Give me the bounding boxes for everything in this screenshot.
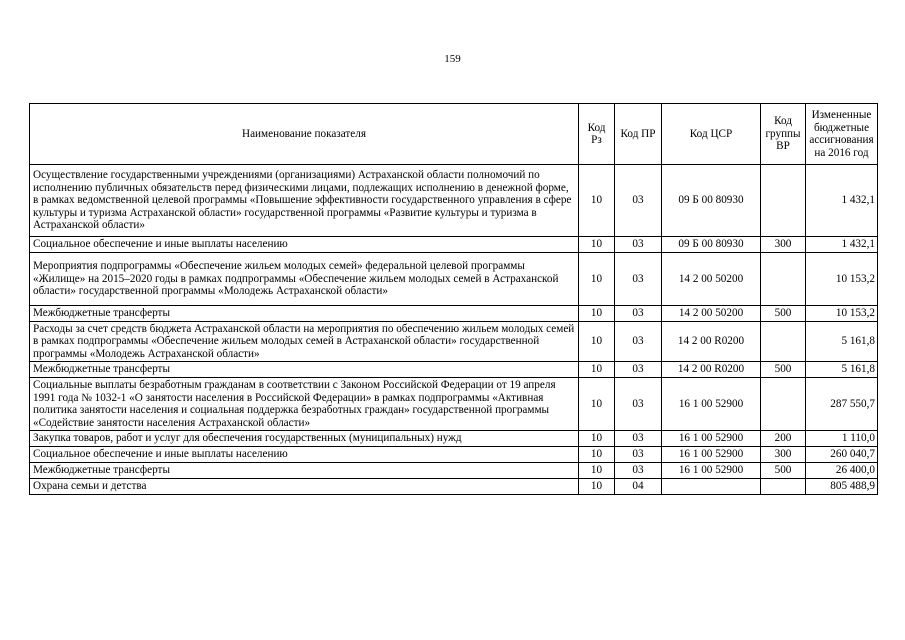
row-amount: 26 400,0 bbox=[806, 463, 878, 479]
row-rz: 10 bbox=[579, 431, 615, 447]
table-row bbox=[30, 253, 878, 306]
row-rz: 10 bbox=[579, 306, 615, 322]
row-vr: 500 bbox=[761, 463, 806, 479]
row-vr bbox=[761, 253, 806, 306]
row-csr: 14 2 00 50200 bbox=[662, 253, 761, 306]
row-amount: 5 161,8 bbox=[806, 322, 878, 362]
table-row bbox=[30, 165, 878, 237]
row-rz: 10 bbox=[579, 447, 615, 463]
row-name: Межбюджетные трансферты bbox=[30, 463, 579, 479]
row-vr bbox=[761, 165, 806, 237]
row-name: Межбюджетные трансферты bbox=[30, 362, 579, 378]
row-vr bbox=[761, 378, 806, 431]
table-row bbox=[30, 322, 878, 362]
table-row bbox=[30, 362, 878, 378]
row-csr: 09 Б 00 80930 bbox=[662, 237, 761, 253]
row-rz: 10 bbox=[579, 362, 615, 378]
row-pr: 03 bbox=[615, 306, 662, 322]
row-amount: 10 153,2 bbox=[806, 306, 878, 322]
row-csr: 16 1 00 52900 bbox=[662, 431, 761, 447]
table-row bbox=[30, 378, 878, 431]
row-name: Социальные выплаты безработным гражданам в соответствии с Законом Российской Федерации от 19 апреля 1991 года № 1032-1 «О занятости населения в Российской Федерации» в рамках подпрограммы «Активная политика занятости населения и социальная поддержка безработных граждан» государственной программы «Содействие занятости населения Астраханской области» bbox=[30, 378, 579, 431]
row-amount: 10 153,2 bbox=[806, 253, 878, 306]
page-number: 159 bbox=[444, 53, 461, 65]
row-pr: 03 bbox=[615, 322, 662, 362]
row-rz: 10 bbox=[579, 165, 615, 237]
row-csr: 14 2 00 50200 bbox=[662, 306, 761, 322]
row-amount: 260 040,7 bbox=[806, 447, 878, 463]
row-pr: 03 bbox=[615, 253, 662, 306]
table-row bbox=[30, 431, 878, 447]
row-name: Осуществление государственными учреждениями (организациями) Астраханской области полномочий по исполнению публичных обязательств перед физическими лицами, подлежащих исполнению в денежной форме, в рамках ведомственной целевой программы «Повышение эффективности государственного управления в сфере культуры и туризма Астраханской области» государственной программы «Развитие культуры и туризма в Астраханской области» bbox=[30, 165, 579, 237]
table-header-row bbox=[30, 104, 878, 165]
row-csr: 14 2 00 R0200 bbox=[662, 322, 761, 362]
header-name: Наименование показателя bbox=[30, 104, 579, 165]
row-csr: 14 2 00 R0200 bbox=[662, 362, 761, 378]
row-rz: 10 bbox=[579, 378, 615, 431]
row-rz: 10 bbox=[579, 322, 615, 362]
row-csr bbox=[662, 479, 761, 495]
table-row bbox=[30, 447, 878, 463]
row-name: Закупка товаров, работ и услуг для обеспечения государственных (муниципальных) нужд bbox=[30, 431, 579, 447]
row-pr: 03 bbox=[615, 362, 662, 378]
row-amount: 1 110,0 bbox=[806, 431, 878, 447]
row-pr: 04 bbox=[615, 479, 662, 495]
row-vr: 300 bbox=[761, 237, 806, 253]
row-rz: 10 bbox=[579, 463, 615, 479]
row-amount: 287 550,7 bbox=[806, 378, 878, 431]
row-name: Расходы за счет средств бюджета Астраханской области на мероприятия по обеспечению жильем молодых семей в рамках подпрограммы «Обеспечение жильем молодых семей в Астраханской области» государственной программы «Молодежь Астраханской области» bbox=[30, 322, 579, 362]
row-vr: 500 bbox=[761, 306, 806, 322]
row-name: Социальное обеспечение и иные выплаты населению bbox=[30, 447, 579, 463]
row-csr: 16 1 00 52900 bbox=[662, 447, 761, 463]
row-vr: 500 bbox=[761, 362, 806, 378]
row-rz: 10 bbox=[579, 479, 615, 495]
table-row bbox=[30, 463, 878, 479]
row-vr: 300 bbox=[761, 447, 806, 463]
row-amount: 5 161,8 bbox=[806, 362, 878, 378]
row-csr: 09 Б 00 80930 bbox=[662, 165, 761, 237]
row-csr: 16 1 00 52900 bbox=[662, 463, 761, 479]
table-row bbox=[30, 306, 878, 322]
header-amount: Измененные бюджетные ассигнования на 2016 год bbox=[806, 104, 878, 165]
header-csr: Код ЦСР bbox=[662, 104, 761, 165]
row-pr: 03 bbox=[615, 447, 662, 463]
table-row bbox=[30, 237, 878, 253]
row-vr bbox=[761, 479, 806, 495]
row-amount: 805 488,9 bbox=[806, 479, 878, 495]
row-pr: 03 bbox=[615, 431, 662, 447]
row-name: Социальное обеспечение и иные выплаты населению bbox=[30, 237, 579, 253]
row-rz: 10 bbox=[579, 237, 615, 253]
row-csr: 16 1 00 52900 bbox=[662, 378, 761, 431]
header-pr: Код ПР bbox=[615, 104, 662, 165]
header-rz: Код Рз bbox=[579, 104, 615, 165]
row-vr bbox=[761, 322, 806, 362]
header-vr: Код группы ВР bbox=[761, 104, 806, 165]
row-name: Межбюджетные трансферты bbox=[30, 306, 579, 322]
table-row bbox=[30, 479, 878, 495]
row-name: Мероприятия подпрограммы «Обеспечение жильем молодых семей» федеральной целевой программы «Жилище» на 2015–2020 годы в рамках подпрограммы «Обеспечение жильем молодых семей в Астраханской области» государственной программы «Молодежь Астраханской области» bbox=[30, 253, 579, 306]
row-pr: 03 bbox=[615, 237, 662, 253]
row-pr: 03 bbox=[615, 165, 662, 237]
row-amount: 1 432,1 bbox=[806, 165, 878, 237]
row-pr: 03 bbox=[615, 378, 662, 431]
row-amount: 1 432,1 bbox=[806, 237, 878, 253]
row-vr: 200 bbox=[761, 431, 806, 447]
row-name: Охрана семьи и детства bbox=[30, 479, 579, 495]
budget-table bbox=[29, 103, 878, 495]
row-rz: 10 bbox=[579, 253, 615, 306]
row-pr: 03 bbox=[615, 463, 662, 479]
